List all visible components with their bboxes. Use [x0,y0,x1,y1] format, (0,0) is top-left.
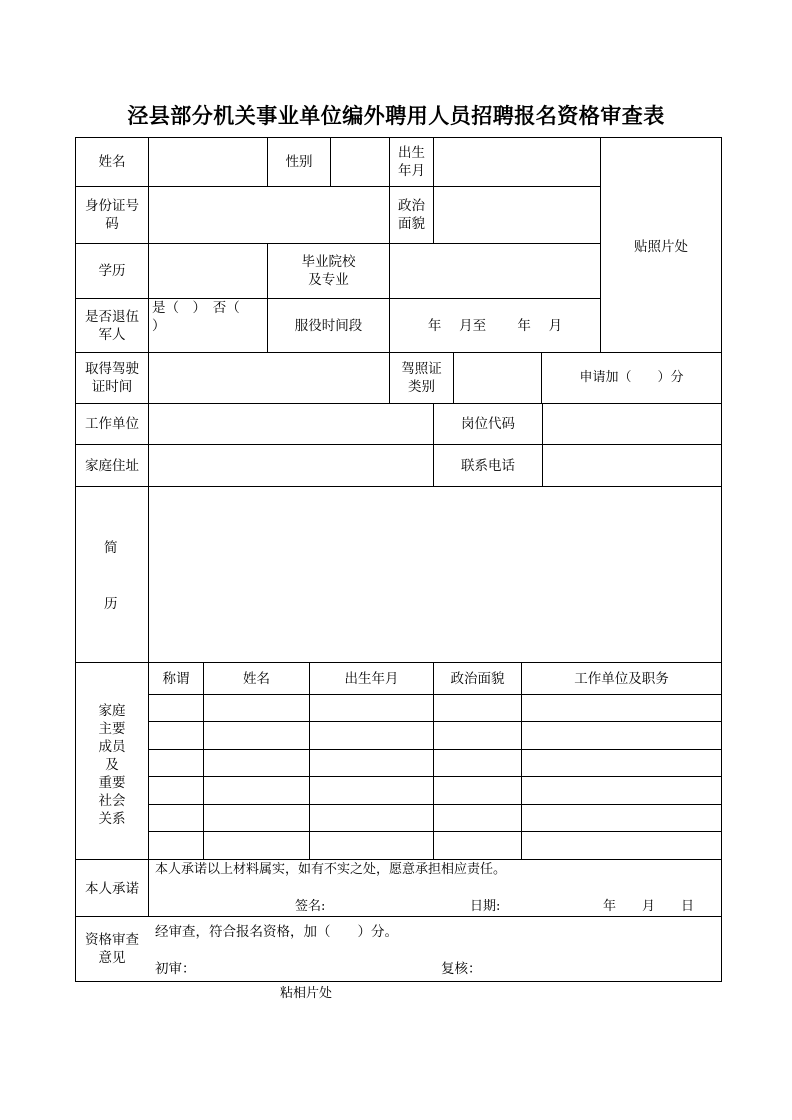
name-label: 姓名 [98,154,126,170]
resume-label-char1: 简 [104,540,118,556]
ymd-label: 年 月 日 [603,899,695,914]
id-label-line1: 身份证号 [85,198,139,214]
birth-label-line2: 年月 [398,163,425,179]
service-period-field[interactable] [390,299,600,352]
license-type-label [390,353,453,403]
school-label-line1: 毕业院校 [301,254,356,270]
license-type-line1: 驾照证 [401,361,442,377]
school-label-line2: 及专业 [308,272,349,288]
phone-field[interactable] [543,445,721,486]
family-label [76,663,148,859]
family-header-birth: 出生年月 [344,670,399,687]
family-label-line: 成员 [98,739,126,755]
birth-label [390,138,433,186]
license-type-line2: 类别 [408,379,435,395]
family-label-line: 及 [105,757,119,773]
birth-label-line1: 出生 [398,145,425,161]
license-time-field[interactable] [149,353,389,403]
family-label-line: 关系 [98,811,126,827]
family-label-line: 社会 [98,793,126,809]
family-rows[interactable] [149,695,721,859]
id-label [76,187,148,243]
veteran-label-line1: 是否退伍 [85,308,139,325]
first-review-label[interactable]: 初审： [155,961,196,977]
resume-field[interactable] [149,487,721,662]
family-label-line: 主要 [98,721,126,737]
photo-label: 贴照片处 [634,239,688,255]
home-address-label: 家庭住址 [85,457,139,474]
footer-photo-note: 粘相片处 [280,986,333,1001]
review-label-line2: 意见 [98,950,126,966]
politics-label-line2: 面貌 [398,216,425,232]
family-header-politics: 政治面貌 [450,670,505,687]
politics-label-line1: 政治 [398,198,425,214]
license-time-line1: 取得驾驶 [85,361,139,377]
school-label [268,244,389,298]
school-field[interactable] [390,244,600,298]
post-code-label: 岗位代码 [461,416,515,432]
politics-label [390,187,433,243]
review-text: 经审查，符合报名资格，加（ ）分。 [155,924,398,940]
review-label-line1: 资格审查 [85,932,139,948]
service-range-text: 年 月至 年 月 [427,317,563,334]
education-field[interactable] [149,244,267,298]
apply-bonus-field[interactable]: 申请加（ ）分 [579,370,684,385]
gender-field[interactable] [331,138,389,186]
family-label-line: 家庭 [98,703,126,719]
veteran-choice-line1: 是（ ） 否（ [152,300,240,316]
name-field[interactable] [149,138,267,186]
recheck-label[interactable]: 复核： [441,961,482,977]
birth-field[interactable] [434,138,600,186]
license-time-line2: 证时间 [91,379,133,395]
work-unit-field[interactable] [149,404,433,444]
veteran-choice[interactable] [152,299,267,352]
politics-field[interactable] [434,187,600,243]
work-unit-label: 工作单位 [85,416,139,432]
post-code-field[interactable] [543,404,721,444]
form-title: 泾县部分机关事业单位编外聘用人员招聘报名资格审查表 [127,103,665,128]
family-header-work: 工作单位及职务 [574,670,669,687]
pledge-label: 本人承诺 [85,881,139,897]
phone-label: 联系电话 [461,457,515,474]
education-label: 学历 [98,263,126,279]
home-address-field[interactable] [149,445,433,486]
license-type-field[interactable] [454,353,541,403]
service-period-label: 服役时间段 [294,317,363,334]
family-header-name: 姓名 [243,670,270,687]
veteran-label-line2: 军人 [98,326,126,343]
license-time-label [76,353,148,403]
date-label[interactable]: 日期: [470,899,501,914]
veteran-choice-line2: ） [152,318,166,334]
photo-area [601,138,721,352]
review-label [76,917,148,981]
veteran-label [76,299,148,352]
id-field[interactable] [149,187,389,243]
gender-label: 性别 [285,154,313,170]
sign-label[interactable]: 签名: [295,899,326,914]
resume-label-char2: 历 [104,596,118,612]
family-header-relation: 称谓 [162,670,190,687]
family-label-line: 重要 [98,775,126,791]
id-label-line2: 码 [105,216,119,232]
pledge-text: 本人承诺以上材料属实，如有不实之处，愿意承担相应责任。 [155,862,507,877]
